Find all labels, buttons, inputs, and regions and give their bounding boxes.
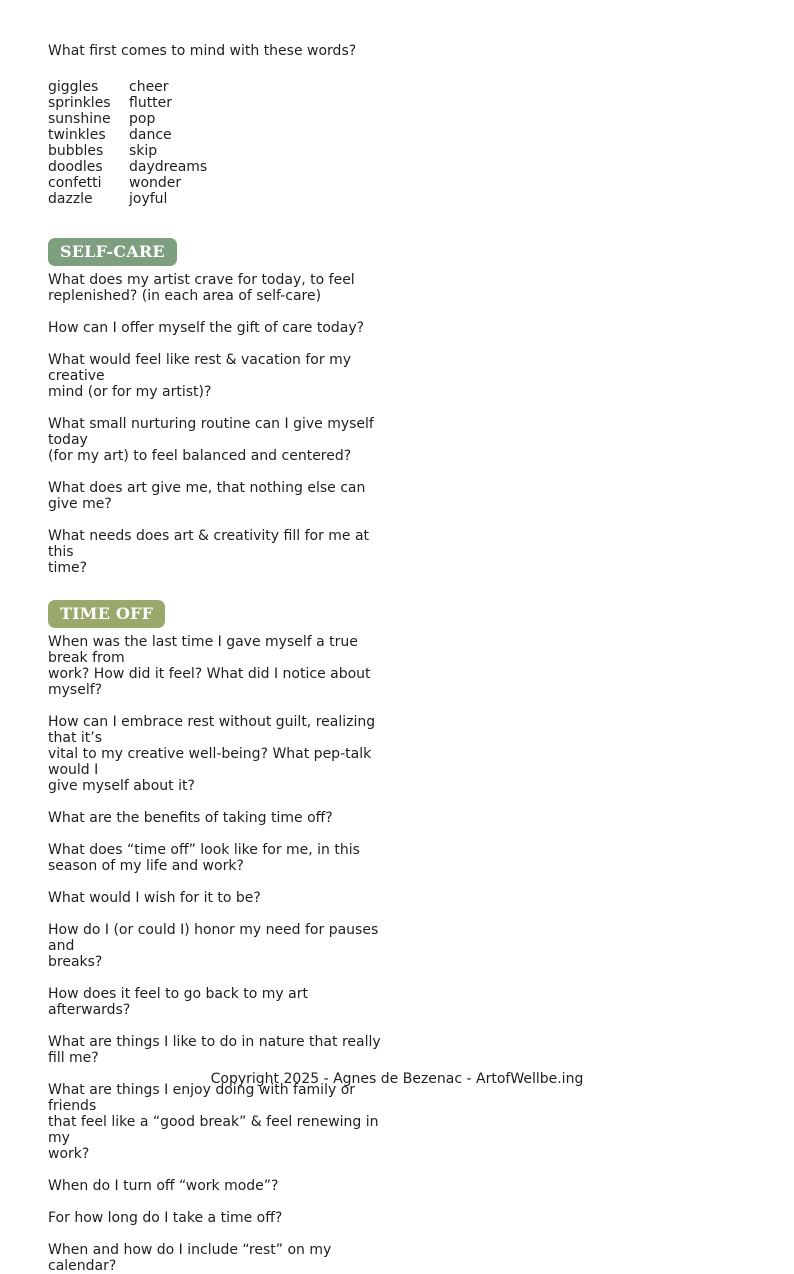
word-item: dazzle xyxy=(48,191,93,207)
copyright-text: Copyright 2025 - Agnes de Bezenac - ArtofWellbe.ing xyxy=(210,1071,584,1087)
word-item: daydreams xyxy=(129,159,208,175)
self-care-questions xyxy=(48,272,393,576)
question-item: What are things I like to do in nature that really fill me? xyxy=(48,1034,381,1066)
word-item: pop xyxy=(129,111,156,127)
question-item: When do I turn off “work mode”? xyxy=(48,1178,279,1194)
intro-question: What first comes to mind with these words? xyxy=(48,43,357,59)
word-item: twinkles xyxy=(48,127,106,143)
time-off-heading: TIME OFF xyxy=(48,600,165,628)
word-list xyxy=(48,79,393,207)
question-item: How can I offer myself the gift of care today? xyxy=(48,320,365,336)
question-item: When and how do I include “rest” on my calendar? xyxy=(48,1242,332,1274)
page-footer xyxy=(0,1071,794,1087)
prompt-content xyxy=(48,43,393,1274)
word-item: flutter xyxy=(129,95,173,111)
question-item: When was the last time I gave myself a true break from work? How did it feel? What did I notice about myself? xyxy=(48,634,371,698)
word-item: skip xyxy=(129,143,158,159)
time-off-section xyxy=(48,600,393,1274)
word-item: wonder xyxy=(129,175,182,191)
question-item: What small nurturing routine can I give myself today (for my art) to feel balanced and centered? xyxy=(48,416,374,464)
time-off-questions xyxy=(48,634,393,1274)
word-item: doodles xyxy=(48,159,103,175)
word-item: sprinkles xyxy=(48,95,111,111)
word-item: confetti xyxy=(48,175,102,191)
word-item: cheer xyxy=(129,79,169,95)
question-item: What does “time off” look like for me, in this season of my life and work? xyxy=(48,842,360,874)
question-item: What are the benefits of taking time off? xyxy=(48,810,333,826)
question-item: How do I (or could I) honor my need for pauses and breaks? xyxy=(48,922,379,970)
self-care-section xyxy=(48,238,393,576)
question-item: What does my artist crave for today, to feel replenished? (in each area of self-care) xyxy=(48,272,355,304)
question-item: How does it feel to go back to my art afterwards? xyxy=(48,986,308,1018)
question-item: What does art give me, that nothing else can give me? xyxy=(48,480,366,512)
word-item: dance xyxy=(129,127,172,143)
question-item: What are things I enjoy doing with family or friends that feel like a “good break” & feel renewing in my work? xyxy=(48,1082,379,1162)
question-item: What would I wish for it to be? xyxy=(48,890,261,906)
word-item: bubbles xyxy=(48,143,104,159)
word-item: sunshine xyxy=(48,111,111,127)
question-item: What needs does art & creativity fill for me at this time? xyxy=(48,528,370,576)
word-item: giggles xyxy=(48,79,99,95)
question-item: For how long do I take a time off? xyxy=(48,1210,283,1226)
word-item: joyful xyxy=(129,191,168,207)
word-column-left xyxy=(48,79,129,207)
word-column-right xyxy=(129,79,219,207)
question-item: What would feel like rest & vacation for my creative mind (or for my artist)? xyxy=(48,352,351,400)
self-care-heading: SELF-CARE xyxy=(48,238,177,266)
question-item: How can I embrace rest without guilt, realizing that it’s vital to my creative well-being? What pep-talk would I give myself about it? xyxy=(48,714,376,794)
